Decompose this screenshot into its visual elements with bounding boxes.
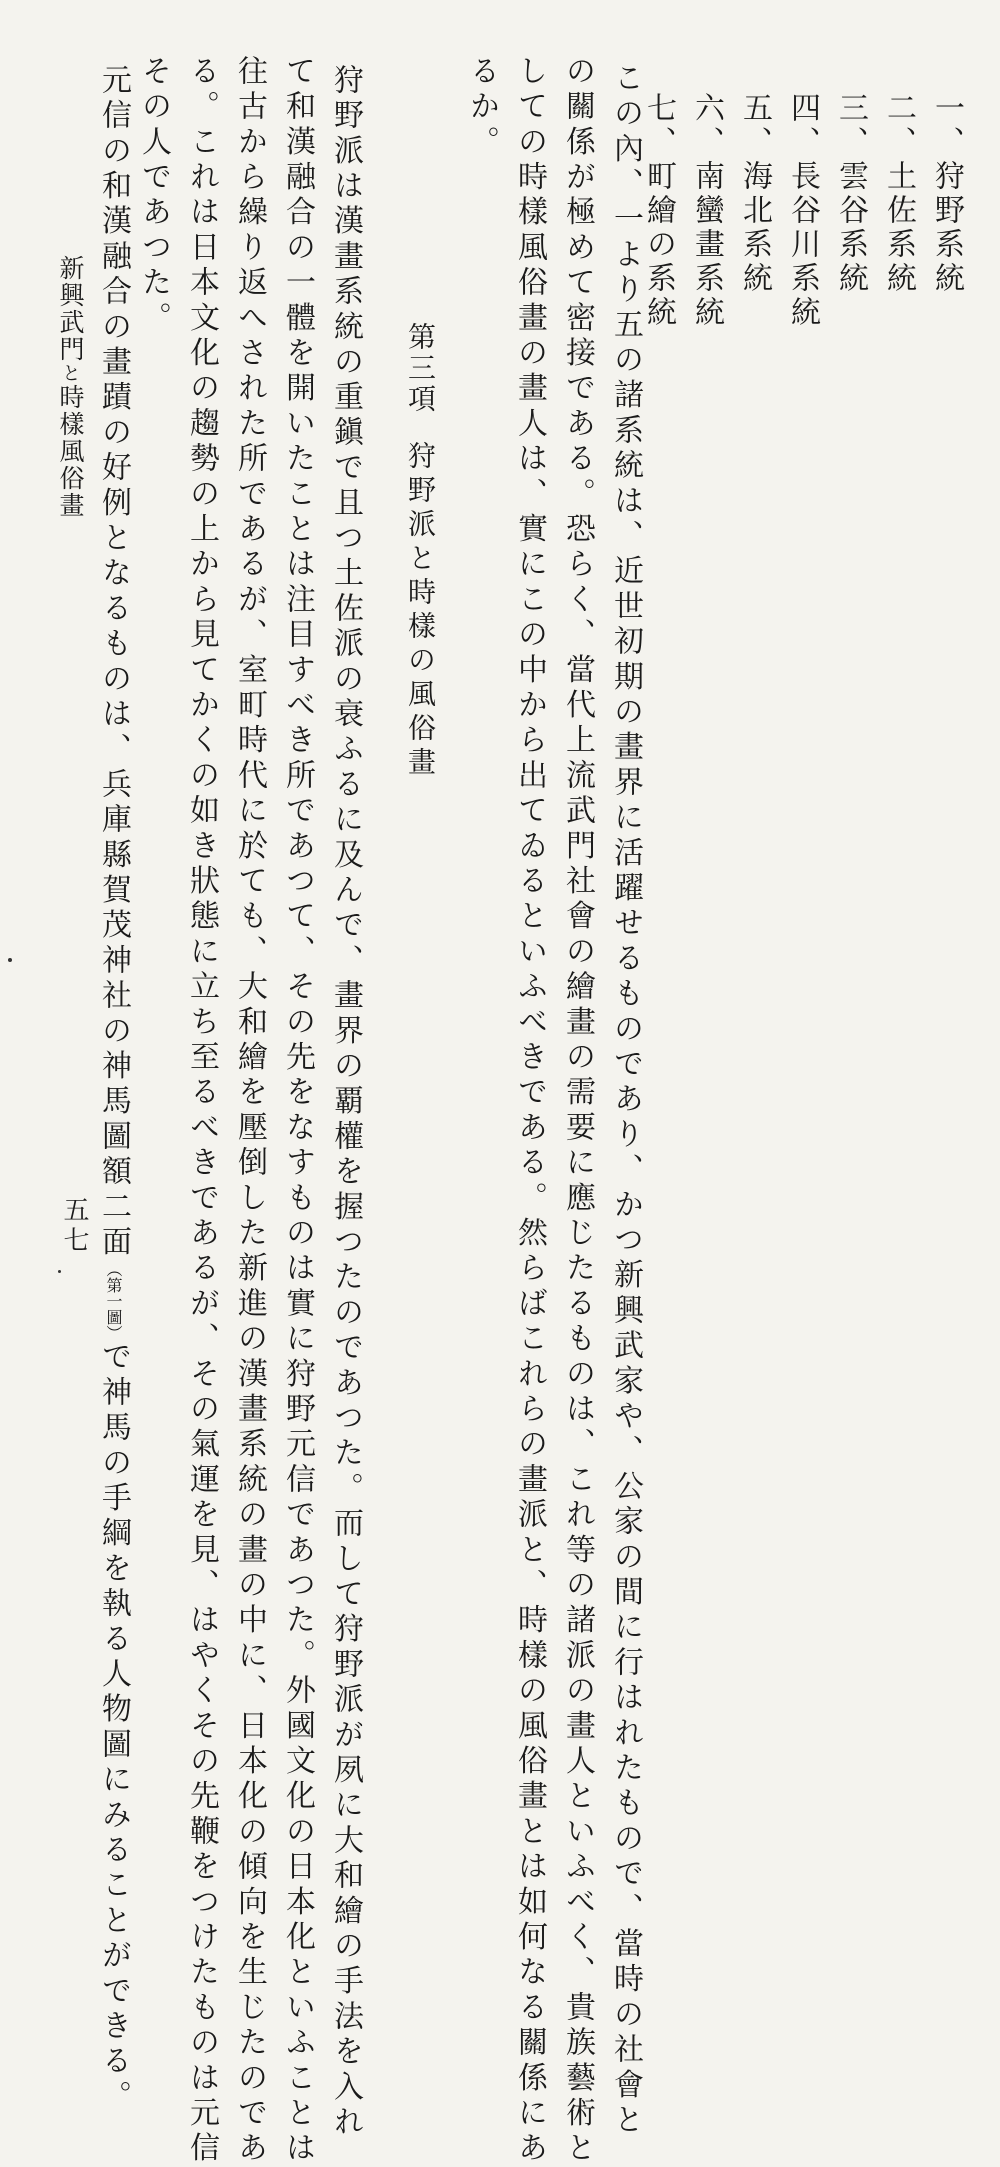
list-item-machie: 七、町繪の系統 [641,92,676,330]
list-item-unkoku: 三、雲谷系統 [833,92,868,296]
paragraph1-line-1: この內、一より五の諸系統は、近世初期の畫界に活躍せるものであり、かつ新興武家や、公家の間に行はれたもので、當時の社會と [608,62,643,2139]
paragraph1-line-4: るか。 [464,55,499,161]
paragraph3-text-before-note: 元信の和漢融合の畫蹟の好例となるものは、兵庫縣賀茂神社の神馬圖額二面 [96,64,131,1261]
paragraph3-text-after-note: で神馬の手綱を執る人物圖にみることができる。 [96,1340,131,2116]
running-head-connector: と [59,363,81,384]
paragraph2-line-5: その人であつた。 [136,55,171,337]
section-heading [400,322,440,781]
running-head [52,255,88,519]
paragraph1-line-2: の關係が極めて密接である。恐らく、當代上流武門社會の繪畫の需要に應じたるものは、これ等の諸派の畫人といふべく、貴族藝術と [560,55,595,2167]
paragraph2-line-1: 狩野派は漢畫系統の重鎭で且つ土佐派の衰ふるに及んで、畫界の覇權を握つたのであつた。而して狩野派が夙に大和繪の手法を入れ [328,64,363,2141]
scan-speck [8,958,12,962]
running-head-part-2: 時樣風俗畫 [56,384,85,519]
paragraph1-line-3: しての時樣風俗畫の畫人は、實にこの中から出てゐるといふべきである。然らばこれらの畫派と、時樣の風俗畫とは如何なる關係にあ [512,55,547,2167]
running-head-part-1: 新興武門 [56,255,85,363]
scan-speck [58,1270,61,1273]
paragraph3-line-1 [96,64,131,2116]
list-item-tosa: 二、土佐系統 [881,92,916,296]
list-item-kaiho: 五、海北系統 [737,92,772,296]
list-item-kano: 一、狩野系統 [929,92,964,296]
list-item-nanban: 六、南蠻畫系統 [689,92,724,330]
paragraph2-line-2: て和漢融合の一體を開いたことは注目すべき所であつて、その先をなすものは實に狩野元信であつた。外國文化の日本化といふことは [280,55,315,2167]
paragraph2-line-3: 往古から繰り返へされた所であるが、室町時代に於ても、大和繪を壓倒した新進の漢畫系統の畫の中に、日本化の傾向を生じたのであ [232,55,267,2167]
figure-reference-note: （第一圖） [104,1260,123,1341]
paragraph2-line-4: る。これは日本文化の趨勢の上から見てかくの如き狀態に立ち至るべきであるが、その氣運を見、はやくその先鞭をつけたものは元信 [184,55,219,2167]
list-item-hasegawa: 四、長谷川系統 [785,92,820,330]
section-title: 狩野派と時樣の風俗畫 [404,441,437,781]
section-number: 第三項 [404,322,437,415]
page-number: 五七 [59,1196,89,1256]
